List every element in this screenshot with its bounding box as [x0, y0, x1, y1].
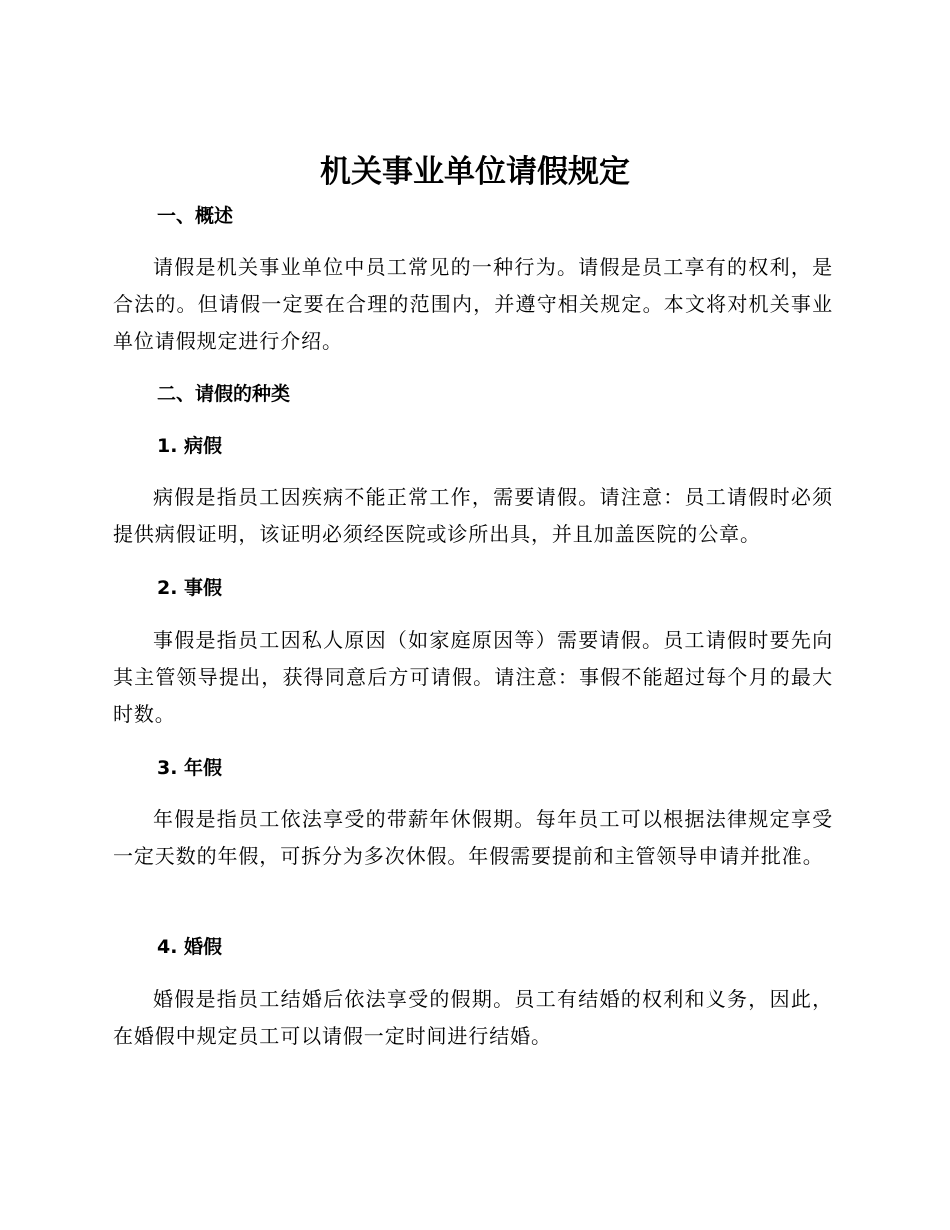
section-heading-overview: 一、概述: [157, 205, 234, 227]
paragraph-annual-leave: 年假是指员工依法享受的带薪年休假期。每年员工可以根据法律规定享受一定天数的年假，可拆分为多次休假。年假需要提前和主管领导申请并批准。: [113, 807, 833, 868]
section-heading-sick-leave: 1. 病假: [157, 435, 223, 457]
section-heading-personal-leave: 2. 事假: [157, 577, 223, 599]
paragraph-personal-leave: 事假是指员工因私人原因（如家庭原因等）需要请假。员工请假时要先向其主管领导提出，获得同意后方可请假。请注意：事假不能超过每个月的最大时数。: [113, 628, 833, 726]
section-heading-annual-leave: 3. 年假: [157, 757, 223, 779]
paragraph-sick-leave: 病假是指员工因疾病不能正常工作，需要请假。请注意：员工请假时必须提供病假证明，该证明必须经医院或诊所出具，并且加盖医院的公章。: [113, 485, 833, 546]
paragraph-marriage-leave: 婚假是指员工结婚后依法享受的假期。员工有结婚的权利和义务，因此，在婚假中规定员工可以请假一定时间进行结婚。: [113, 987, 833, 1048]
document-title: 机关事业单位请假规定: [320, 154, 630, 190]
section-heading-leave-types: 二、请假的种类: [157, 383, 291, 405]
paragraph-overview: 请假是机关事业单位中员工常见的一种行为。请假是员工享有的权利，是合法的。但请假一定要在合理的范围内，并遵守相关规定。本文将对机关事业单位请假规定进行介绍。: [113, 255, 833, 353]
section-heading-marriage-leave: 4. 婚假: [157, 936, 223, 958]
